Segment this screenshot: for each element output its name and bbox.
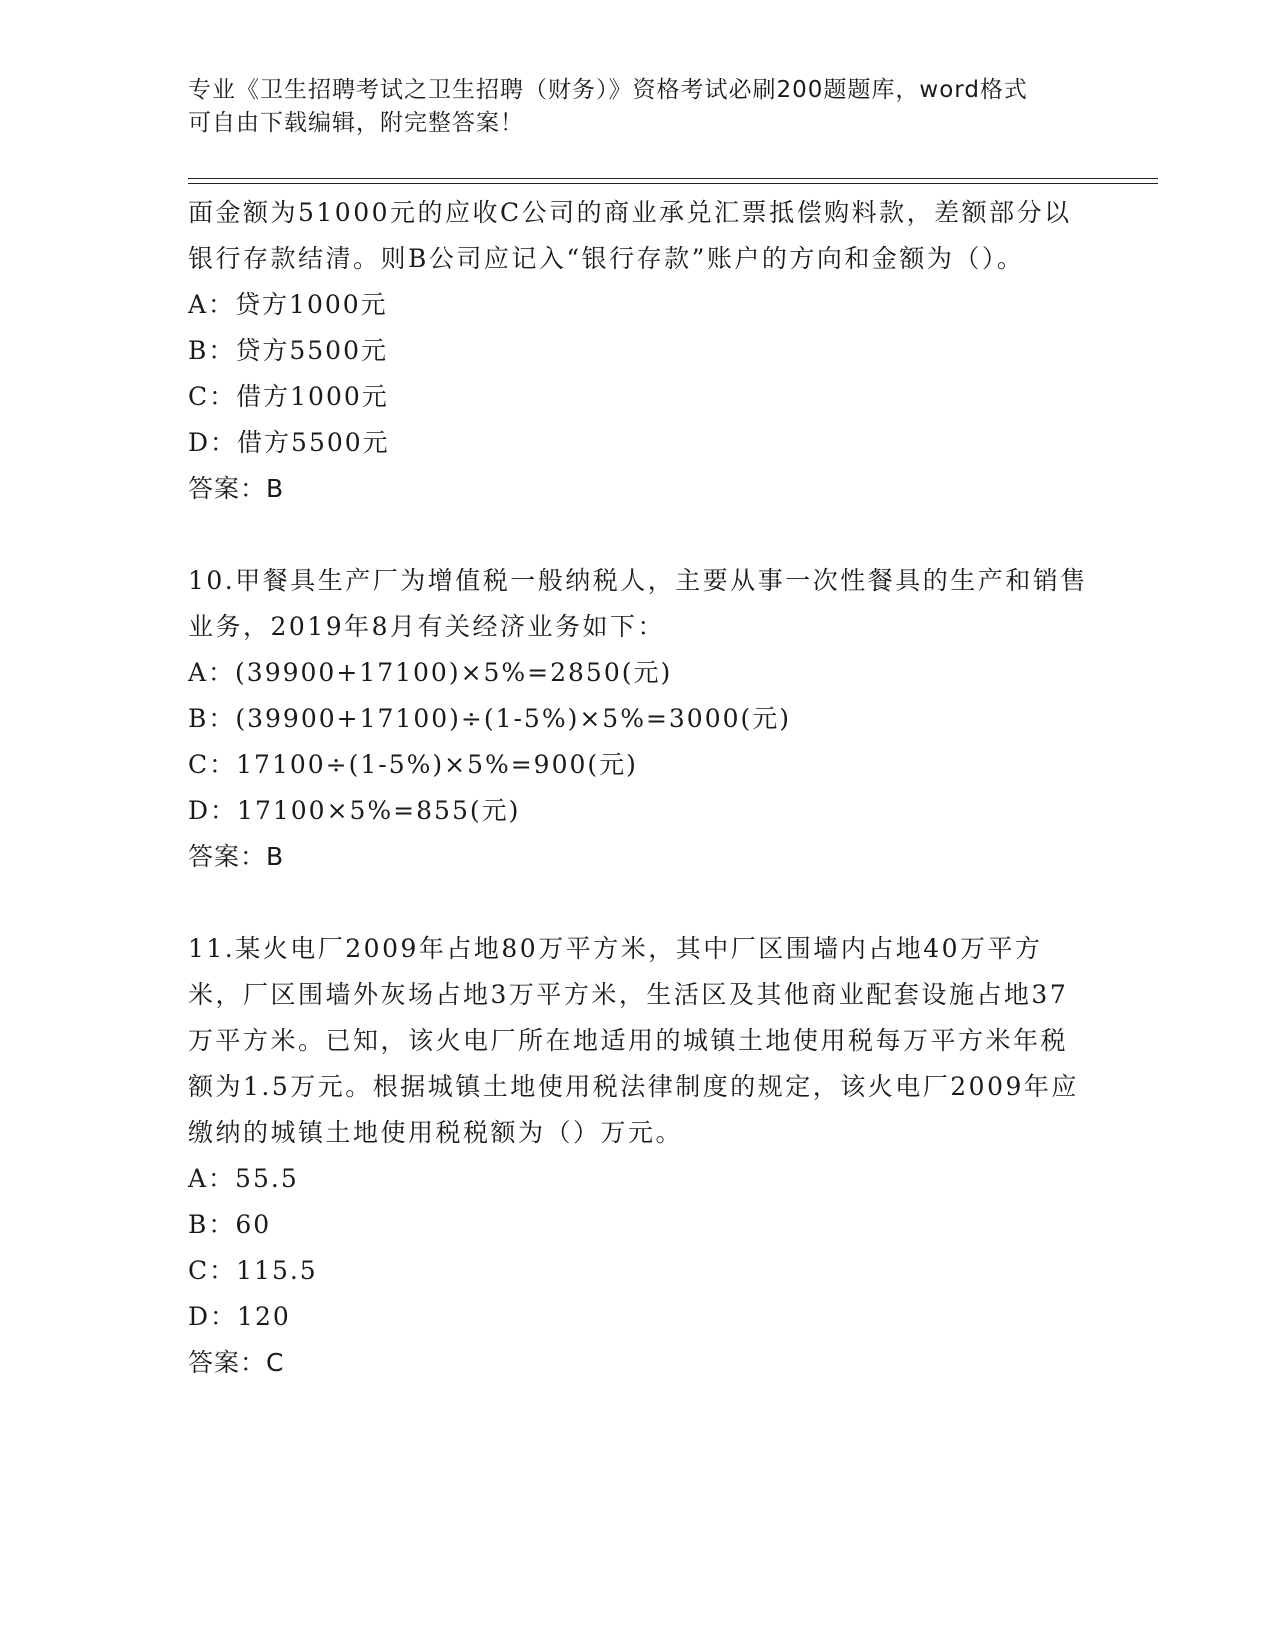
spacer [188,880,1088,926]
option-d: D：17100×5%=855(元) [188,796,521,825]
answer-line: 答案：B [188,842,285,871]
question-block [188,558,1088,880]
option-a: A：55.5 [188,1164,299,1193]
question-text: 10.甲餐具生产厂为增值税一般纳税人，主要从事一次性餐具的生产和销售业务，2019年8月有关经济业务如下： [188,566,1088,641]
option-b: B：贷方5500元 [188,336,388,365]
answer-line: 答案：C [188,1348,285,1377]
spacer [188,512,1088,558]
option-b: B：60 [188,1210,272,1239]
option-b: B：(39900+17100)÷(1-5%)×5%=3000(元) [188,704,792,733]
option-a: A：贷方1000元 [188,290,388,319]
option-d: D：120 [188,1302,291,1331]
header-divider-top [188,178,1158,179]
question-text: 面金额为51000元的应收C公司的商业承兑汇票抵偿购料款，差额部分以银行存款结清。则B公司应记入“银行存款”账户的方向和金额为（）。 [188,198,1072,273]
option-c: C：115.5 [188,1256,318,1285]
question-block [188,190,1088,512]
question-block [188,926,1088,1386]
option-a: A：(39900+17100)×5%=2850(元) [188,658,673,687]
document-body [188,190,1088,1386]
option-c: C：17100÷(1-5%)×5%=900(元) [188,750,638,779]
question-text: 11.某火电厂2009年占地80万平方米，其中厂区围墙内占地40万平方米，厂区围墙外灰场占地3万平方米，生活区及其他商业配套设施占地37万平方米。已知，该火电厂所在地适用的城镇土地使用税每万平方米年税额为1.5万元。根据城镇土地使用税法律制度的规定，该火电厂2009年应缴纳的城镇土地使用税税额为（）万元。 [188,934,1079,1147]
document-header: 专业《卫生招聘考试之卫生招聘（财务）》资格考试必刷200题题库，word格式 可自由下载编辑，附完整答案！ [188,77,1028,136]
option-c: C：借方1000元 [188,382,389,411]
answer-line: 答案：B [188,474,285,503]
header-divider-bottom [188,183,1158,184]
option-d: D：借方5500元 [188,428,390,457]
